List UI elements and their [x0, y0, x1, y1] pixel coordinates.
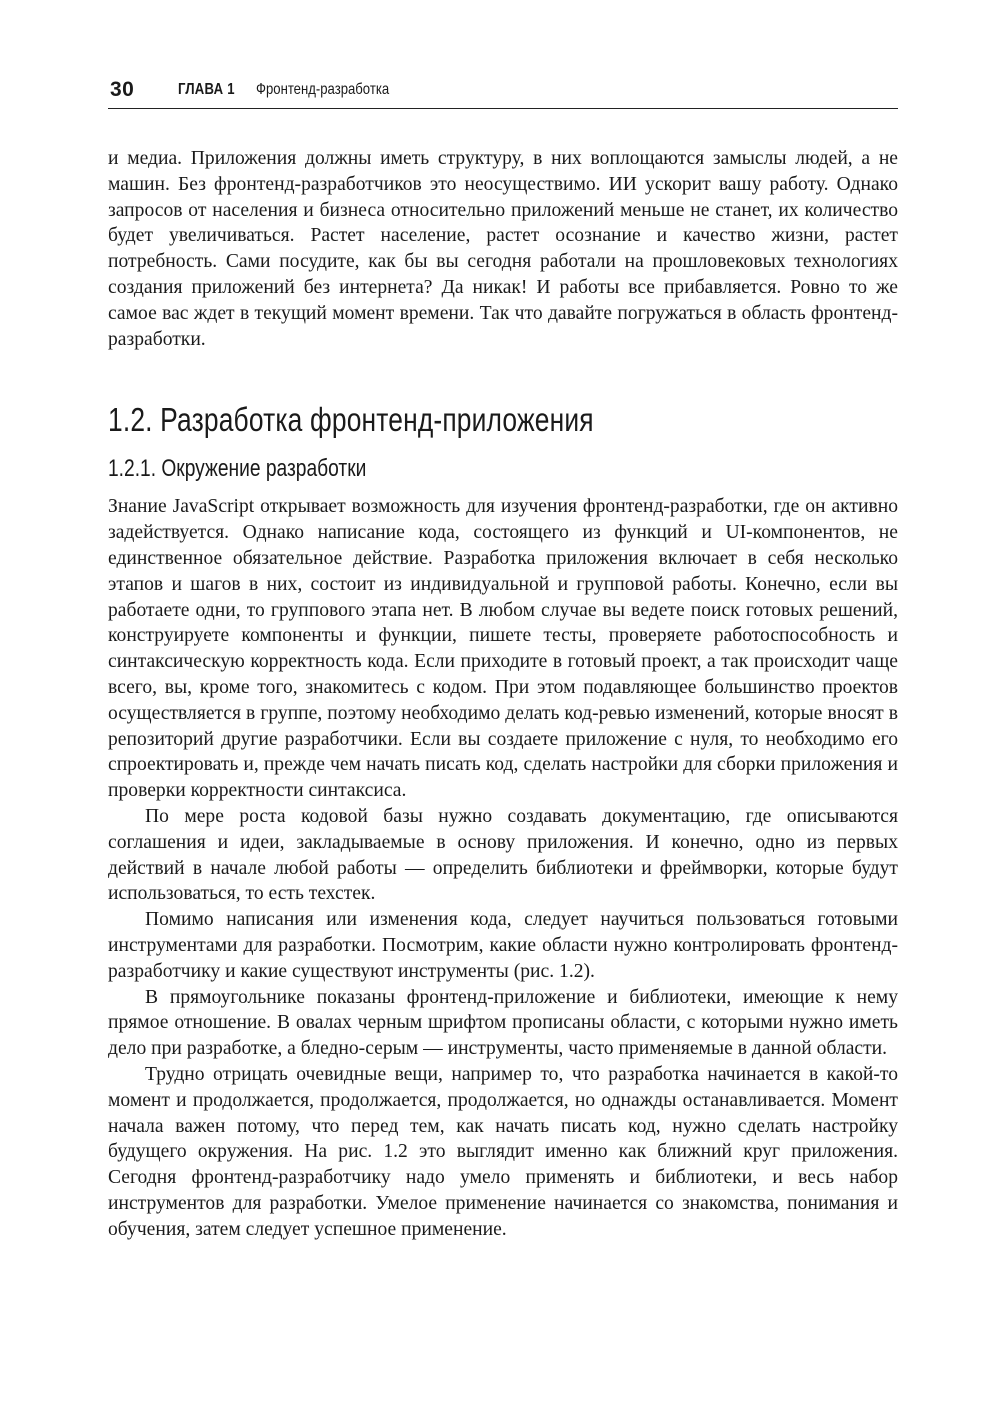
paragraph: Трудно отрицать очевидные вещи, например то, что разработка начинается в какой-то момент и продолжается, продолжается, продолжается, но однажды останавливается. Момент начала важен потому, что перед тем, как начать писать код, нужно сделать настройку будущего окружения. На рис. 1.2 это выглядит именно как ближний круг приложения. Сегодня фронтенд-разработчику надо умело применять и библиотеки, и весь набор инструментов для разработки. Умелое применение начинается со знакомства, понимания и обучения, затем следует успешное применение. [108, 1063, 898, 1240]
section-heading: 1.2. Разработка фронтенд-приложения [108, 401, 594, 439]
chapter-label: ГЛАВА 1 [178, 81, 235, 98]
paragraph: Знание JavaScript открывает возможность для изучения фронтенд-разработки, где он активно задействуется. Однако написание кода, состоящего из функций и UI-компонентов, не единственное обязательное действие. Разработка приложения включает в себя несколько этапов и шагов в них, состоит из индивидуальной и групповой работы. Конечно, если вы работаете одни, то группового этапа нет. В любом случае вы ведете поиск готовых решений, конструируете компоненты и функции, пишете тесты, проверяете работоспособность и синтаксическую корректность кода. Если приходите в готовый проект, а так происходит чаще всего, вы, кроме того, знакомитесь с кодом. При этом подавляющее большинство проектов осуществляется в группе, поэтому необходимо делать код-ревью изменений, которые вносят в репозиторий другие разработчики. Если вы создаете приложение с нуля, то необходимо его спроектировать и, прежде чем начать писать код, сделать настройки для сборки приложения и проверки корректности синтаксиса. [108, 496, 898, 802]
paragraph: По мере роста кодовой базы нужно создавать документацию, где описываются соглашения и идеи, закладываемые в основу приложения. И конечно, одно из первых действий в начале любой работы — определить библиотеки и фреймворки, которые будут использоваться, то есть техстек. [108, 805, 898, 905]
paragraph-continuation: и медиа. Приложения должны иметь структуру, в них воплощаются замыслы людей, а не машин. Без фронтенд-разработчиков это неосуществимо. ИИ ускорит вашу работу. Однако запросов от населения и бизнеса относительно приложений меньше не станет, их количество будет увеличиваться. Растет население, растет осознание и качество жизни, растет потребность. Сами посудите, как бы вы сегодня работали на прошловековых технологиях создания приложений без интернета? Да никак! И работы все прибавляется. Ровно то же самое вас ждет в текущий момент времени. Так что давайте погружаться в область фронтенд-разработки. [108, 148, 898, 350]
paragraph: В прямоугольнике показаны фронтенд-приложение и библиотеки, имеющие к нему прямое отношение. В овалах черным шрифтом прописаны области, с которыми нужно иметь дело при разработке, а бледно-серым — инструменты, часто применяемые в данной области. [108, 986, 898, 1060]
paragraph: Помимо написания или изменения кода, следует научиться пользоваться готовыми инструментами для разработки. Посмотрим, какие области нужно контролировать фронтенд-разработчику и какие существуют инструменты (рис. 1.2). [108, 909, 898, 982]
subsection-heading: 1.2.1. Окружение разработки [108, 455, 367, 483]
page-content [108, 146, 898, 1242]
running-header [108, 74, 898, 109]
chapter-title: Фронтенд-разработка [256, 81, 390, 98]
page-number: 30 [110, 78, 135, 101]
